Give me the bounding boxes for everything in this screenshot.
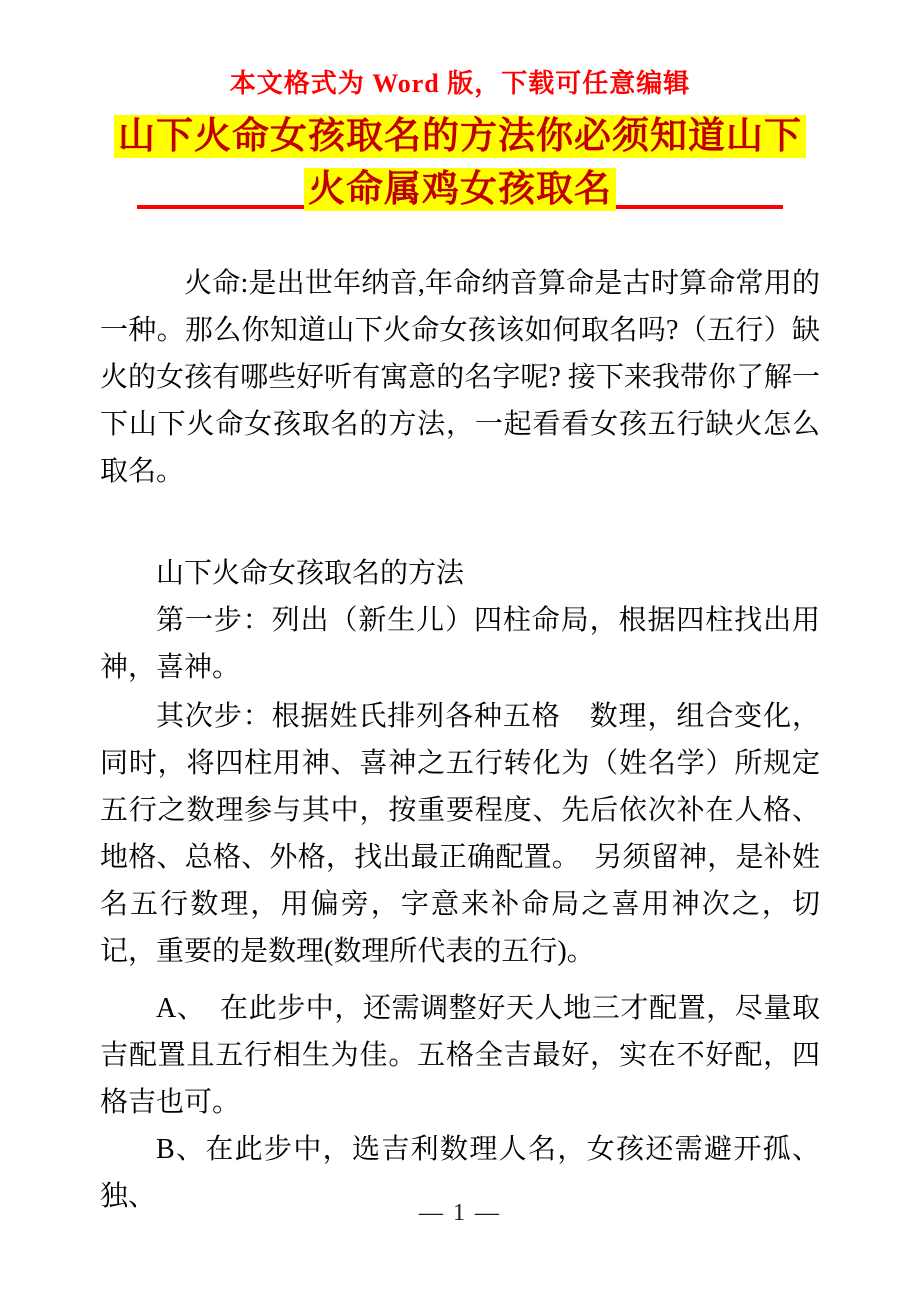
doc-title <box>100 110 820 216</box>
header-note: 本文格式为 Word 版，下载可任意编辑 <box>229 69 691 98</box>
document-body <box>100 260 820 1220</box>
doc-title-line-1: 山下火命女孩取名的方法你必须知道山下 <box>114 115 806 158</box>
step-two-paragraph: 其次步：根据姓氏排列各种五格 数理，组合变化，同时，将四柱用神、喜神之五行转化为（姓名学）所规定五行之数理参与其中，按重要程度、先后依次补在人格、地格、总格、外格，找出最正确配置。 另须留神，是补姓名五行数理，用偏旁，字意来补命局之喜用神次之，切记，重要的是数理(数理所代表的五行)。 <box>100 701 820 967</box>
item-b-paragraph: B、在此步中，选吉利数理人名，女孩还需避开孤、独、 <box>100 1134 820 1212</box>
step-one-paragraph: 第一步：列出（新生儿）四柱命局，根据四柱找出用神，喜神。 <box>100 605 820 683</box>
section-heading: 山下火命女孩取名的方法 <box>156 558 465 589</box>
item-a-paragraph: A、 在此步中，还需调整好天人地三才配置，尽量取吉配置且五行相生为佳。五格全吉最好，实在不好配，四格吉也可。 <box>100 993 820 1118</box>
intro-paragraph: 火命:是出世年纳音,年命纳音算命是古时算命常用的一种。那么你知道山下火命女孩该如何取名吗?（五行）缺火的女孩有哪些好听有寓意的名字呢? 接下来我带你了解一下山下火命女孩取名的方法，一起看看女孩五行缺火怎么取名。 <box>100 268 820 487</box>
page-number: — 1 — <box>419 1200 501 1226</box>
doc-title-line-2: 火命属鸡女孩取名 <box>304 168 616 211</box>
